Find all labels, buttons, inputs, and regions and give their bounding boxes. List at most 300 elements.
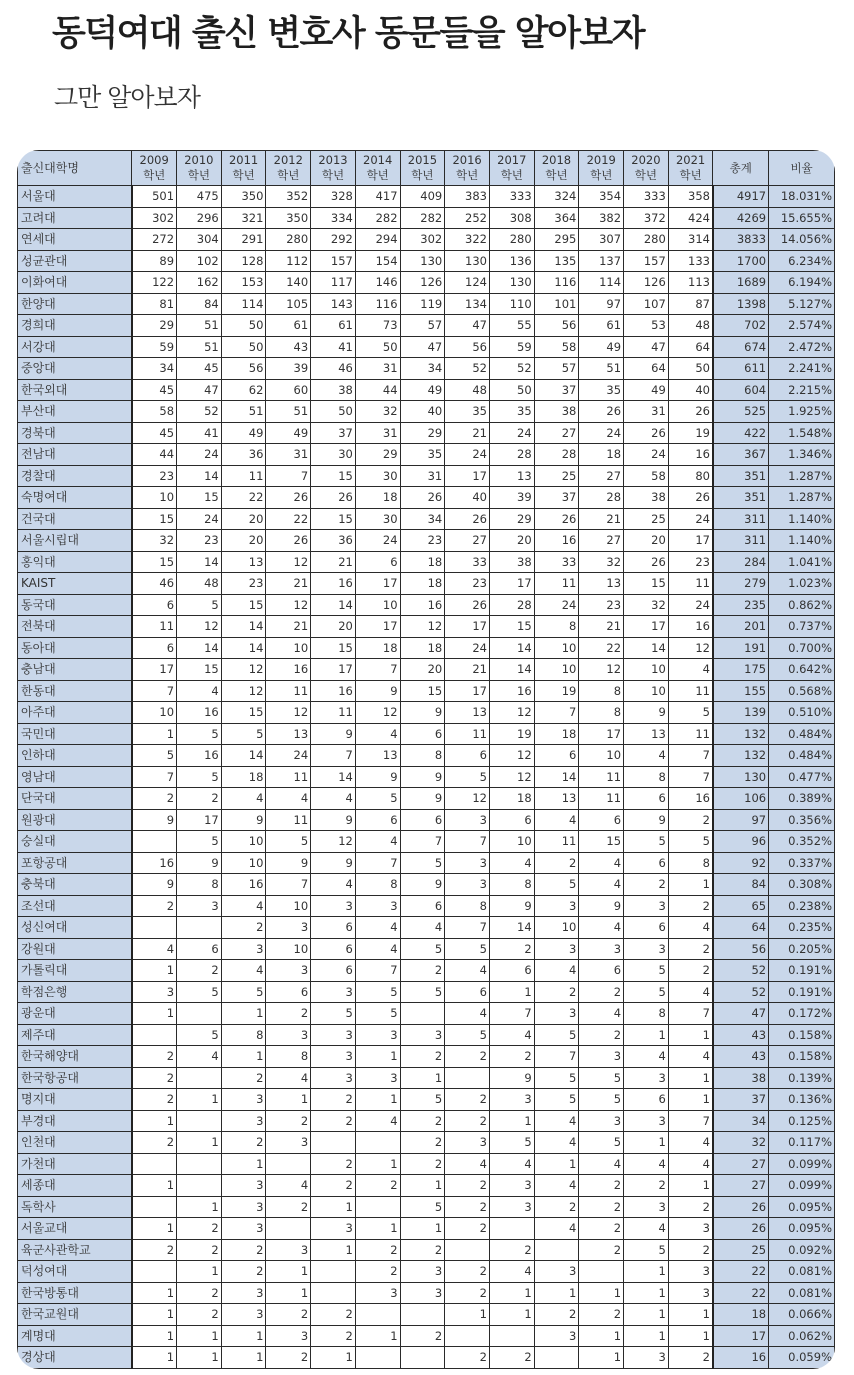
year-count-cell: 51 (579, 358, 624, 380)
total-cell: 139 (713, 702, 769, 724)
year-count-cell: 20 (221, 508, 266, 530)
header-year-label: 2016 (452, 153, 482, 167)
year-count-cell: 11 (445, 723, 490, 745)
ratio-cell: 0.081% (769, 1261, 835, 1283)
header-year-label: 2015 (407, 153, 438, 167)
year-count-cell: 18 (221, 766, 266, 788)
table-row (18, 1175, 835, 1197)
year-count-cell: 2 (445, 1218, 490, 1240)
header-year-label: 2019 (586, 153, 616, 167)
year-count-cell: 13 (489, 465, 534, 487)
year-count-cell: 38 (489, 551, 534, 573)
year-count-cell: 15 (311, 637, 356, 659)
year-count-cell (311, 1282, 356, 1304)
header-ratio: 비율 (769, 151, 835, 186)
year-count-cell (355, 1347, 400, 1369)
year-count-cell: 12 (311, 831, 356, 853)
year-count-cell: 18 (579, 444, 624, 466)
year-count-cell: 5 (400, 981, 445, 1003)
table-row (18, 551, 835, 573)
total-cell: 34 (713, 1110, 769, 1132)
ratio-cell: 0.081% (769, 1282, 835, 1304)
year-count-cell: 1 (624, 1261, 669, 1283)
year-count-cell: 5 (445, 938, 490, 960)
year-count-cell: 4 (579, 917, 624, 939)
year-count-cell: 24 (668, 594, 713, 616)
year-count-cell: 2 (445, 1089, 490, 1111)
year-count-cell: 15 (177, 487, 222, 509)
year-count-cell: 16 (177, 702, 222, 724)
year-count-cell: 16 (266, 659, 311, 681)
year-count-cell: 23 (668, 551, 713, 573)
year-count-cell: 22 (579, 637, 624, 659)
total-cell: 38 (713, 1067, 769, 1089)
year-count-cell: 2 (668, 1239, 713, 1261)
year-count-cell: 60 (266, 379, 311, 401)
year-count-cell: 6 (624, 917, 669, 939)
year-count-cell: 24 (177, 444, 222, 466)
year-count-cell: 8 (221, 1024, 266, 1046)
year-count-cell: 5 (445, 1024, 490, 1046)
year-count-cell: 12 (400, 616, 445, 638)
year-count-cell: 6 (534, 745, 579, 767)
year-count-cell: 3 (266, 1132, 311, 1154)
year-count-cell: 1 (132, 1110, 177, 1132)
year-count-cell: 50 (668, 358, 713, 380)
ratio-cell: 2.215% (769, 379, 835, 401)
year-count-cell: 130 (400, 250, 445, 272)
year-count-cell (579, 1261, 624, 1283)
table-row (18, 745, 835, 767)
header-year-2021 (668, 151, 713, 186)
year-count-cell: 2 (579, 1024, 624, 1046)
year-count-cell: 7 (534, 1046, 579, 1068)
year-count-cell: 3 (132, 981, 177, 1003)
year-count-cell: 58 (624, 465, 669, 487)
year-count-cell: 13 (534, 788, 579, 810)
header-year-suffix: 학년 (455, 168, 479, 182)
year-count-cell: 12 (266, 551, 311, 573)
year-count-cell: 2 (221, 1067, 266, 1089)
year-count-cell: 7 (445, 917, 490, 939)
ratio-cell: 0.125% (769, 1110, 835, 1132)
ratio-cell: 0.484% (769, 745, 835, 767)
year-count-cell: 2 (668, 1196, 713, 1218)
year-count-cell: 51 (221, 401, 266, 423)
year-count-cell: 1 (489, 1304, 534, 1326)
year-count-cell: 6 (579, 809, 624, 831)
year-count-cell: 4 (534, 1218, 579, 1240)
year-count-cell: 6 (489, 960, 534, 982)
year-count-cell: 2 (132, 1067, 177, 1089)
year-count-cell: 28 (489, 594, 534, 616)
ratio-cell: 1.041% (769, 551, 835, 573)
year-count-cell: 33 (445, 551, 490, 573)
year-count-cell: 4 (221, 788, 266, 810)
year-count-cell: 11 (266, 809, 311, 831)
year-count-cell: 1 (355, 1089, 400, 1111)
year-count-cell: 3 (668, 1218, 713, 1240)
year-count-cell: 31 (266, 444, 311, 466)
year-count-cell: 8 (400, 745, 445, 767)
year-count-cell: 1 (668, 1175, 713, 1197)
year-count-cell: 308 (489, 207, 534, 229)
total-cell: 130 (713, 766, 769, 788)
total-cell: 351 (713, 465, 769, 487)
year-count-cell: 1 (132, 1003, 177, 1025)
year-count-cell: 7 (534, 702, 579, 724)
year-count-cell: 52 (177, 401, 222, 423)
year-count-cell: 41 (177, 422, 222, 444)
year-count-cell: 1 (132, 1347, 177, 1369)
year-count-cell: 1 (311, 1239, 356, 1261)
year-count-cell: 30 (311, 444, 356, 466)
ratio-cell: 0.158% (769, 1024, 835, 1046)
table-row (18, 917, 835, 939)
year-count-cell: 12 (221, 659, 266, 681)
year-count-cell: 11 (221, 465, 266, 487)
table-row (18, 401, 835, 423)
year-count-cell: 15 (221, 702, 266, 724)
year-count-cell: 44 (132, 444, 177, 466)
year-count-cell: 35 (445, 401, 490, 423)
year-count-cell: 3 (445, 874, 490, 896)
year-count-cell: 113 (668, 272, 713, 294)
year-count-cell: 2 (311, 1153, 356, 1175)
year-count-cell: 295 (534, 229, 579, 251)
year-count-cell: 16 (400, 594, 445, 616)
year-count-cell: 24 (355, 530, 400, 552)
table-row (18, 1046, 835, 1068)
university-name-cell: 조선대 (18, 895, 132, 917)
year-count-cell: 45 (132, 422, 177, 444)
year-count-cell: 3 (266, 917, 311, 939)
year-count-cell: 9 (400, 702, 445, 724)
year-count-cell: 24 (177, 508, 222, 530)
year-count-cell: 12 (177, 616, 222, 638)
year-count-cell: 14 (311, 766, 356, 788)
year-count-cell: 1 (400, 1175, 445, 1197)
year-count-cell: 80 (668, 465, 713, 487)
year-count-cell: 9 (400, 766, 445, 788)
university-name-cell: 숭실대 (18, 831, 132, 853)
year-count-cell: 19 (489, 723, 534, 745)
year-count-cell: 4 (311, 874, 356, 896)
year-count-cell: 15 (311, 465, 356, 487)
year-count-cell: 1 (221, 1325, 266, 1347)
year-count-cell: 3 (311, 895, 356, 917)
year-count-cell: 3 (445, 809, 490, 831)
table-row (18, 637, 835, 659)
ratio-cell: 0.235% (769, 917, 835, 939)
header-year-label: 2018 (541, 153, 572, 167)
table-row (18, 1325, 835, 1347)
year-count-cell: 4 (177, 680, 222, 702)
total-cell: 1398 (713, 293, 769, 315)
year-count-cell: 30 (355, 508, 400, 530)
year-count-cell: 7 (668, 766, 713, 788)
year-count-cell: 17 (489, 573, 534, 595)
year-count-cell: 2 (177, 960, 222, 982)
year-count-cell: 2 (177, 1239, 222, 1261)
university-name-cell: 인천대 (18, 1132, 132, 1154)
year-count-cell: 5 (624, 960, 669, 982)
year-count-cell: 6 (400, 723, 445, 745)
year-count-cell: 58 (534, 336, 579, 358)
header-year-suffix: 학년 (500, 168, 523, 182)
year-count-cell (534, 1239, 579, 1261)
year-count-cell: 3 (266, 1024, 311, 1046)
year-count-cell: 26 (624, 551, 669, 573)
year-count-cell: 4 (534, 1175, 579, 1197)
year-count-cell: 8 (624, 766, 669, 788)
year-count-cell: 29 (355, 444, 400, 466)
year-count-cell: 3 (177, 895, 222, 917)
table-row (18, 680, 835, 702)
table-row (18, 702, 835, 724)
year-count-cell: 24 (445, 637, 490, 659)
header-year-label: 2017 (497, 153, 527, 167)
year-count-cell: 21 (266, 616, 311, 638)
total-cell: 52 (713, 981, 769, 1003)
year-count-cell: 112 (266, 250, 311, 272)
year-count-cell: 47 (445, 315, 490, 337)
year-count-cell: 137 (579, 250, 624, 272)
university-name-cell: 영남대 (18, 766, 132, 788)
year-count-cell: 7 (132, 680, 177, 702)
year-count-cell: 26 (311, 487, 356, 509)
year-count-cell (355, 1196, 400, 1218)
year-count-cell: 4 (534, 960, 579, 982)
university-name-cell: 한국교원대 (18, 1304, 132, 1326)
year-count-cell: 17 (579, 723, 624, 745)
year-count-cell: 4 (177, 1046, 222, 1068)
year-count-cell: 10 (132, 702, 177, 724)
year-count-cell: 20 (624, 530, 669, 552)
year-count-cell: 1 (489, 981, 534, 1003)
year-count-cell: 5 (311, 1003, 356, 1025)
year-count-cell: 302 (132, 207, 177, 229)
year-count-cell: 4 (579, 1003, 624, 1025)
ratio-cell: 0.059% (769, 1347, 835, 1369)
header-year-label: 2011 (228, 153, 259, 167)
year-count-cell: 5 (668, 831, 713, 853)
year-count-cell: 26 (668, 487, 713, 509)
year-count-cell: 1 (668, 874, 713, 896)
year-count-cell: 3 (489, 1089, 534, 1111)
year-count-cell: 119 (400, 293, 445, 315)
year-count-cell: 6 (400, 895, 445, 917)
year-count-cell: 29 (489, 508, 534, 530)
year-count-cell: 2 (534, 1304, 579, 1326)
year-count-cell: 135 (534, 250, 579, 272)
year-count-cell: 2 (311, 1110, 356, 1132)
year-count-cell: 280 (266, 229, 311, 251)
year-count-cell: 10 (579, 745, 624, 767)
year-count-cell: 18 (534, 723, 579, 745)
year-count-cell: 6 (311, 960, 356, 982)
university-name-cell: 충북대 (18, 874, 132, 896)
year-count-cell: 7 (668, 745, 713, 767)
year-count-cell: 61 (311, 315, 356, 337)
year-count-cell: 40 (445, 487, 490, 509)
year-count-cell: 2 (221, 1239, 266, 1261)
header-year-2010 (177, 151, 222, 186)
year-count-cell: 3 (266, 1239, 311, 1261)
year-count-cell: 10 (266, 938, 311, 960)
total-cell: 191 (713, 637, 769, 659)
year-count-cell: 22 (221, 487, 266, 509)
total-cell: 92 (713, 852, 769, 874)
university-name-cell: 서울교대 (18, 1218, 132, 1240)
year-count-cell: 302 (400, 229, 445, 251)
year-count-cell: 9 (311, 852, 356, 874)
university-name-cell: KAIST (18, 573, 132, 595)
year-count-cell: 304 (177, 229, 222, 251)
year-count-cell: 37 (534, 379, 579, 401)
year-count-cell: 26 (266, 530, 311, 552)
year-count-cell: 1 (489, 1110, 534, 1132)
year-count-cell: 3 (311, 981, 356, 1003)
year-count-cell: 3 (221, 1110, 266, 1132)
year-count-cell: 3 (355, 1024, 400, 1046)
header-year-suffix: 학년 (143, 168, 166, 182)
university-name-cell: 경북대 (18, 422, 132, 444)
year-count-cell: 3 (624, 1347, 669, 1369)
year-count-cell: 2 (400, 1153, 445, 1175)
year-count-cell: 1 (355, 1046, 400, 1068)
year-count-cell: 27 (445, 530, 490, 552)
year-count-cell: 105 (266, 293, 311, 315)
table-row (18, 1024, 835, 1046)
year-count-cell: 4 (668, 1132, 713, 1154)
year-count-cell: 2 (445, 1196, 490, 1218)
year-count-cell: 5 (534, 1089, 579, 1111)
university-name-cell: 동국대 (18, 594, 132, 616)
year-count-cell: 282 (355, 207, 400, 229)
year-count-cell: 5 (579, 1067, 624, 1089)
university-name-cell: 건국대 (18, 508, 132, 530)
table-row (18, 272, 835, 294)
year-count-cell: 26 (445, 508, 490, 530)
table-row (18, 852, 835, 874)
year-count-cell: 2 (668, 1347, 713, 1369)
ratio-cell: 0.642% (769, 659, 835, 681)
year-count-cell: 31 (355, 422, 400, 444)
year-count-cell: 32 (132, 530, 177, 552)
year-count-cell: 11 (668, 573, 713, 595)
year-count-cell: 2 (132, 895, 177, 917)
table-row (18, 1110, 835, 1132)
year-count-cell: 2 (400, 1132, 445, 1154)
year-count-cell: 5 (355, 788, 400, 810)
year-count-cell: 16 (668, 788, 713, 810)
university-name-cell: 충남대 (18, 659, 132, 681)
year-count-cell: 2 (311, 1304, 356, 1326)
year-count-cell: 4 (489, 852, 534, 874)
year-count-cell: 314 (668, 229, 713, 251)
year-count-cell (311, 1261, 356, 1283)
year-count-cell: 57 (400, 315, 445, 337)
table-row (18, 444, 835, 466)
university-name-cell: 고려대 (18, 207, 132, 229)
total-cell: 47 (713, 1003, 769, 1025)
year-count-cell: 20 (221, 530, 266, 552)
year-count-cell: 17 (177, 809, 222, 831)
ratio-cell: 0.095% (769, 1196, 835, 1218)
table-row (18, 1132, 835, 1154)
ratio-cell: 5.127% (769, 293, 835, 315)
university-name-cell: 연세대 (18, 229, 132, 251)
year-count-cell: 24 (579, 422, 624, 444)
table-row (18, 1282, 835, 1304)
year-count-cell: 126 (624, 272, 669, 294)
total-cell: 132 (713, 745, 769, 767)
year-count-cell: 322 (445, 229, 490, 251)
year-count-cell: 12 (668, 637, 713, 659)
year-count-cell: 17 (624, 616, 669, 638)
year-count-cell: 3 (579, 1110, 624, 1132)
year-count-cell: 7 (355, 659, 400, 681)
university-name-cell: 서강대 (18, 336, 132, 358)
university-name-cell: 국민대 (18, 723, 132, 745)
year-count-cell: 2 (221, 917, 266, 939)
year-count-cell: 47 (400, 336, 445, 358)
year-count-cell: 1 (624, 1024, 669, 1046)
university-name-cell: 경찰대 (18, 465, 132, 487)
ratio-cell: 0.205% (769, 938, 835, 960)
year-count-cell: 3 (221, 1196, 266, 1218)
year-count-cell: 6 (311, 938, 356, 960)
year-count-cell: 2 (579, 981, 624, 1003)
year-count-cell: 16 (668, 444, 713, 466)
year-count-cell: 2 (534, 981, 579, 1003)
year-count-cell: 53 (624, 315, 669, 337)
year-count-cell: 3 (355, 1067, 400, 1089)
year-count-cell: 128 (221, 250, 266, 272)
total-cell: 84 (713, 874, 769, 896)
year-count-cell: 5 (668, 702, 713, 724)
year-count-cell: 6 (132, 594, 177, 616)
year-count-cell: 2 (177, 1218, 222, 1240)
year-count-cell: 7 (355, 852, 400, 874)
year-count-cell: 89 (132, 250, 177, 272)
year-count-cell: 1 (579, 1282, 624, 1304)
year-count-cell: 5 (177, 766, 222, 788)
year-count-cell: 29 (132, 315, 177, 337)
year-count-cell: 1 (355, 1325, 400, 1347)
header-year-suffix: 학년 (277, 168, 300, 182)
year-count-cell: 5 (400, 1196, 445, 1218)
year-count-cell: 157 (311, 250, 356, 272)
year-count-cell: 13 (445, 702, 490, 724)
year-count-cell: 1 (668, 1067, 713, 1089)
university-name-cell: 덕성여대 (18, 1261, 132, 1283)
year-count-cell: 15 (221, 594, 266, 616)
university-name-cell: 부산대 (18, 401, 132, 423)
year-count-cell: 56 (221, 358, 266, 380)
year-count-cell: 1 (132, 1218, 177, 1240)
year-count-cell: 17 (445, 680, 490, 702)
year-count-cell: 21 (445, 422, 490, 444)
year-count-cell: 6 (266, 981, 311, 1003)
lawyer-alumni-table-image (17, 150, 835, 1369)
ratio-cell: 0.117% (769, 1132, 835, 1154)
ratio-cell: 6.194% (769, 272, 835, 294)
year-count-cell: 52 (489, 358, 534, 380)
university-name-cell: 전북대 (18, 616, 132, 638)
year-count-cell: 55 (489, 315, 534, 337)
